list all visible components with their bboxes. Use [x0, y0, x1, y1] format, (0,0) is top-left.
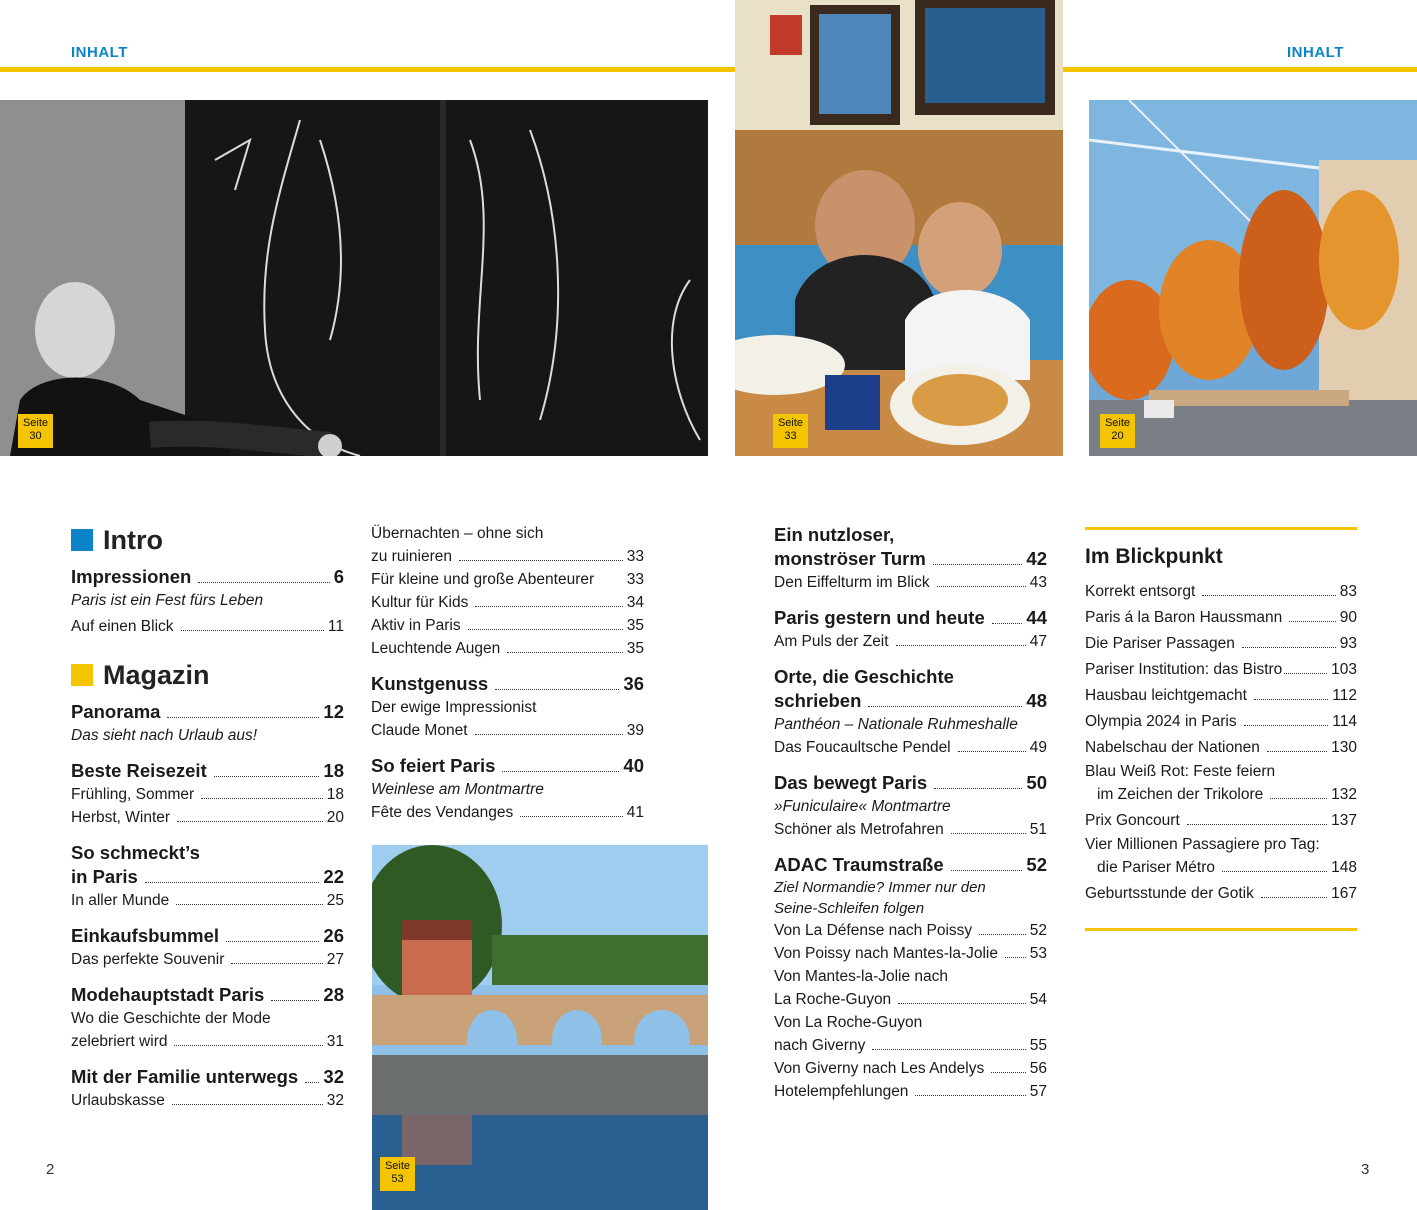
- toc-entry[interactable]: [774, 942, 1047, 965]
- toc-entry[interactable]: [371, 545, 644, 568]
- entry-title: im Zeichen der Trikolore: [1097, 786, 1264, 803]
- toc-column-2: [371, 522, 644, 824]
- entry-title: nach Giverny: [774, 1037, 866, 1054]
- entry-page: 55: [1029, 1037, 1047, 1054]
- entry-page: 52: [1026, 854, 1047, 875]
- toc-entry[interactable]: [1085, 606, 1357, 629]
- toc-entry[interactable]: [774, 571, 1047, 594]
- entry-title: Für kleine und große Abenteurer: [371, 571, 595, 588]
- entry-title: Impressionen: [71, 566, 192, 587]
- entry-title: Aktiv in Paris: [371, 617, 461, 634]
- entry-title-line1: Von La Roche-Guyon: [774, 1014, 923, 1031]
- toc-entry[interactable]: [774, 1057, 1047, 1080]
- entry-subtitle: Paris ist ein Fest fürs Leben: [71, 592, 264, 609]
- entry-page: 53: [1029, 945, 1047, 962]
- toc-entry[interactable]: [371, 568, 644, 591]
- toc-entry[interactable]: [71, 948, 344, 971]
- toc-entry[interactable]: [71, 615, 344, 638]
- photo-badge-33: [773, 414, 808, 448]
- entry-page: 33: [626, 571, 644, 588]
- entry-subtitle: Weinlese am Montmartre: [371, 781, 544, 798]
- toc-column-1: [71, 523, 344, 1112]
- entry-subtitle: »Funiculaire« Montmartre: [774, 798, 951, 815]
- entry-page: 12: [323, 701, 344, 722]
- entry-title: Mit der Familie unterwegs: [71, 1066, 299, 1087]
- entry-title-line1: Übernachten – ohne sich: [371, 525, 544, 542]
- entry-title: So feiert Paris: [371, 755, 496, 776]
- entry-title: Pariser Institution: das Bistro: [1085, 661, 1283, 678]
- toc-column-3: [774, 523, 1047, 1103]
- page-number-right: 3: [1361, 1161, 1370, 1178]
- entry-page: 43: [1029, 574, 1047, 591]
- toc-entry[interactable]: [774, 988, 1047, 1011]
- designer-illustration: [0, 100, 708, 456]
- entry-title: Auf einen Blick: [71, 618, 174, 635]
- entry-page: 57: [1029, 1083, 1047, 1100]
- entry-page: 39: [626, 722, 644, 739]
- toc-entry[interactable]: [71, 1030, 344, 1053]
- header-left: INHALT: [71, 44, 128, 61]
- entry-title: schrieben: [774, 690, 862, 711]
- entry-page: 18: [323, 760, 344, 781]
- toc-entry[interactable]: [71, 759, 344, 783]
- toc-entry[interactable]: [371, 801, 644, 824]
- entry-title: Von La Défense nach Poissy: [774, 922, 973, 939]
- entry-page: 130: [1331, 739, 1357, 756]
- entry-page: 54: [1029, 991, 1047, 1008]
- entry-page: 51: [1029, 821, 1047, 838]
- badge-label: Seite: [1104, 417, 1131, 429]
- toc-entry[interactable]: [1085, 882, 1357, 905]
- entry-page: 35: [626, 640, 644, 657]
- entry-page: 52: [1029, 922, 1047, 939]
- entry-title: Am Puls der Zeit: [774, 633, 889, 650]
- entry-title-line1: Von Mantes-la-Jolie nach: [774, 968, 949, 985]
- toc-entry[interactable]: [774, 606, 1047, 630]
- entry-page: 47: [1029, 633, 1047, 650]
- header-right: INHALT: [1287, 44, 1344, 61]
- section-magazin-heading: [71, 658, 344, 692]
- entry-page: 83: [1339, 583, 1357, 600]
- blickpunkt-rule-bottom: [1085, 928, 1357, 931]
- entry-title: Von Poissy nach Mantes-la-Jolie: [774, 945, 999, 962]
- toc-entry[interactable]: [71, 924, 344, 948]
- entry-title: Einkaufsbummel: [71, 925, 220, 946]
- toc-entry[interactable]: [774, 771, 1047, 795]
- entry-page: 48: [1026, 690, 1047, 711]
- entry-title-line1: Orte, die Geschichte: [774, 666, 954, 687]
- entry-page: 167: [1331, 885, 1357, 902]
- entry-title: Frühling, Sommer: [71, 786, 195, 803]
- entry-title: monströser Turm: [774, 548, 926, 569]
- entry-page: 132: [1331, 786, 1357, 803]
- toc-entry[interactable]: [71, 806, 344, 829]
- toc-entry[interactable]: [371, 672, 644, 696]
- toc-entry[interactable]: [71, 865, 344, 889]
- photo-seine-mill: [372, 845, 708, 1210]
- toc-entry[interactable]: [71, 983, 344, 1007]
- entry-page: 112: [1332, 687, 1357, 704]
- entry-title: in Paris: [71, 866, 138, 887]
- entry-title: Das bewegt Paris: [774, 772, 928, 793]
- toc-entry[interactable]: [774, 919, 1047, 942]
- toc-entry[interactable]: [1085, 783, 1357, 806]
- entry-title: Paris á la Baron Haussmann: [1085, 609, 1283, 626]
- entry-page: 42: [1026, 548, 1047, 569]
- entry-page: 28: [323, 984, 344, 1005]
- toc-entry[interactable]: [774, 630, 1047, 653]
- toc-entry[interactable]: [774, 853, 1047, 877]
- entry-subtitle: Das sieht nach Urlaub aus!: [71, 727, 258, 744]
- toc-entry[interactable]: [71, 700, 344, 724]
- badge-label: Seite: [777, 417, 804, 429]
- photo-paris-boulevard: [1089, 100, 1417, 456]
- entry-page: 137: [1331, 812, 1357, 829]
- toc-entry[interactable]: [371, 591, 644, 614]
- toc-entry[interactable]: [371, 754, 644, 778]
- toc-entry[interactable]: [774, 689, 1047, 713]
- photo-kids-crepes: [735, 0, 1063, 456]
- entry-title: Nabelschau der Nationen: [1085, 739, 1260, 756]
- entry-page: 33: [626, 548, 644, 565]
- entry-page: 6: [333, 566, 344, 587]
- entry-page: 20: [326, 809, 344, 826]
- entry-title: Korrekt entsorgt: [1085, 583, 1196, 600]
- section-title: Intro: [103, 524, 163, 555]
- entry-title: Geburtsstunde der Gotik: [1085, 885, 1254, 902]
- entry-title: Panorama: [71, 701, 161, 722]
- entry-title: Den Eiffelturm im Blick: [774, 574, 930, 591]
- entry-title: Fête des Vendanges: [371, 804, 514, 821]
- entry-title: In aller Munde: [71, 892, 170, 909]
- entry-title: Kunstgenuss: [371, 673, 489, 694]
- entry-title: Die Pariser Passagen: [1085, 635, 1235, 652]
- entry-title: Urlaubskasse: [71, 1092, 165, 1109]
- entry-title: Modehauptstadt Paris: [71, 984, 265, 1005]
- entry-title: ADAC Traumstraße: [774, 854, 944, 875]
- toc-entry[interactable]: [1085, 710, 1357, 733]
- entry-title: La Roche-Guyon: [774, 991, 892, 1008]
- photo-badge-20: [1100, 414, 1135, 448]
- toc-entry[interactable]: [1085, 632, 1357, 655]
- entry-page: 56: [1029, 1060, 1047, 1077]
- blickpunkt-title: Im Blickpunkt: [1085, 545, 1223, 568]
- toc-entry[interactable]: [371, 614, 644, 637]
- header-rule-right: [1063, 67, 1417, 72]
- entry-title: Hausbau leichtgemacht: [1085, 687, 1247, 704]
- entry-page: 27: [326, 951, 344, 968]
- badge-page: 30: [29, 430, 42, 442]
- entry-title-line1: Vier Millionen Passagiere pro Tag:: [1085, 836, 1320, 853]
- entry-subtitle: Seine-Schleifen folgen: [774, 900, 925, 917]
- toc-entry[interactable]: [774, 1034, 1047, 1057]
- entry-page: 11: [327, 618, 344, 635]
- entry-title: Paris gestern und heute: [774, 607, 985, 628]
- toc-entry[interactable]: [371, 637, 644, 660]
- entry-title: Kultur für Kids: [371, 594, 469, 611]
- badge-page: 33: [784, 430, 797, 442]
- entry-title: Schöner als Metrofahren: [774, 821, 944, 838]
- entry-page: 35: [626, 617, 644, 634]
- toc-entry[interactable]: [774, 1080, 1047, 1103]
- entry-page: 32: [326, 1092, 344, 1109]
- entry-title-line1: Ein nutzloser,: [774, 524, 895, 545]
- toc-entry[interactable]: [1085, 736, 1357, 759]
- entry-page: 114: [1332, 713, 1357, 730]
- toc-entry[interactable]: [371, 719, 644, 742]
- entry-page: 93: [1339, 635, 1357, 652]
- toc-entry[interactable]: [774, 736, 1047, 759]
- intro-square-icon: [71, 529, 93, 551]
- boulevard-illustration: [1089, 100, 1417, 456]
- entry-title: Claude Monet: [371, 722, 468, 739]
- photo-badge-30: [18, 414, 53, 448]
- entry-page: 32: [323, 1066, 344, 1087]
- entry-page: 103: [1331, 661, 1357, 678]
- entry-title: Das Foucaultsche Pendel: [774, 739, 951, 756]
- badge-page: 20: [1111, 430, 1124, 442]
- entry-title: die Pariser Métro: [1097, 859, 1216, 876]
- entry-title: Das perfekte Souvenir: [71, 951, 225, 968]
- entry-title: Von Giverny nach Les Andelys: [774, 1060, 985, 1077]
- photo-badge-53: [380, 1157, 415, 1191]
- toc-entry[interactable]: [71, 1089, 344, 1112]
- entry-page: 41: [626, 804, 644, 821]
- toc-entry[interactable]: [71, 889, 344, 912]
- entry-title-line1: Der ewige Impressionist: [371, 699, 537, 716]
- page-number-left: 2: [46, 1161, 55, 1178]
- entry-title: Leuchtende Augen: [371, 640, 501, 657]
- entry-subtitle: Panthéon – Nationale Ruhmeshalle: [774, 716, 1018, 733]
- entry-title-line1: So schmeckt’s: [71, 842, 200, 863]
- magazin-square-icon: [71, 664, 93, 686]
- entry-page: 44: [1026, 607, 1047, 628]
- toc-entry[interactable]: [1085, 658, 1357, 681]
- entry-page: 31: [326, 1033, 344, 1050]
- toc-entry[interactable]: [774, 818, 1047, 841]
- entry-subtitle: Ziel Normandie? Immer nur den: [774, 879, 986, 896]
- photo-designer: [0, 100, 708, 456]
- toc-entry[interactable]: [1085, 580, 1357, 603]
- badge-label: Seite: [384, 1160, 411, 1172]
- entry-page: 36: [623, 673, 644, 694]
- entry-page: 25: [326, 892, 344, 909]
- badge-page: 53: [391, 1173, 404, 1185]
- entry-page: 34: [626, 594, 644, 611]
- entry-title: Prix Goncourt: [1085, 812, 1180, 829]
- entry-title: zu ruinieren: [371, 548, 452, 565]
- toc-entry[interactable]: [71, 783, 344, 806]
- toc-entry[interactable]: [1085, 684, 1357, 707]
- toc-entry[interactable]: [71, 1065, 344, 1089]
- entry-title: Herbst, Winter: [71, 809, 171, 826]
- entry-title-line1: Blau Weiß Rot: Feste feiern: [1085, 763, 1276, 780]
- entry-page: 49: [1029, 739, 1047, 756]
- badge-label: Seite: [22, 417, 49, 429]
- entry-page: 148: [1331, 859, 1357, 876]
- section-title: Magazin: [103, 659, 210, 690]
- entry-page: 90: [1339, 609, 1357, 626]
- entry-page: 26: [323, 925, 344, 946]
- entry-page: 50: [1026, 772, 1047, 793]
- entry-title: zelebriert wird: [71, 1033, 168, 1050]
- toc-entry[interactable]: [1085, 856, 1357, 879]
- toc-entry[interactable]: [1085, 809, 1357, 832]
- section-intro-heading: [71, 523, 344, 557]
- entry-page: 18: [326, 786, 344, 803]
- toc-entry[interactable]: [774, 547, 1047, 571]
- entry-page: 22: [323, 866, 344, 887]
- entry-title: Olympia 2024 in Paris: [1085, 713, 1237, 730]
- mill-illustration: [372, 845, 708, 1210]
- header-rule-left: [0, 67, 735, 72]
- blickpunkt-box: [1085, 542, 1357, 905]
- entry-title-line1: Wo die Geschichte der Mode: [71, 1010, 271, 1027]
- kids-illustration: [735, 0, 1063, 456]
- toc-entry[interactable]: [71, 565, 344, 589]
- entry-page: 40: [623, 755, 644, 776]
- entry-title: Hotelempfehlungen: [774, 1083, 909, 1100]
- blickpunkt-rule-top: [1085, 527, 1357, 530]
- entry-title: Beste Reisezeit: [71, 760, 207, 781]
